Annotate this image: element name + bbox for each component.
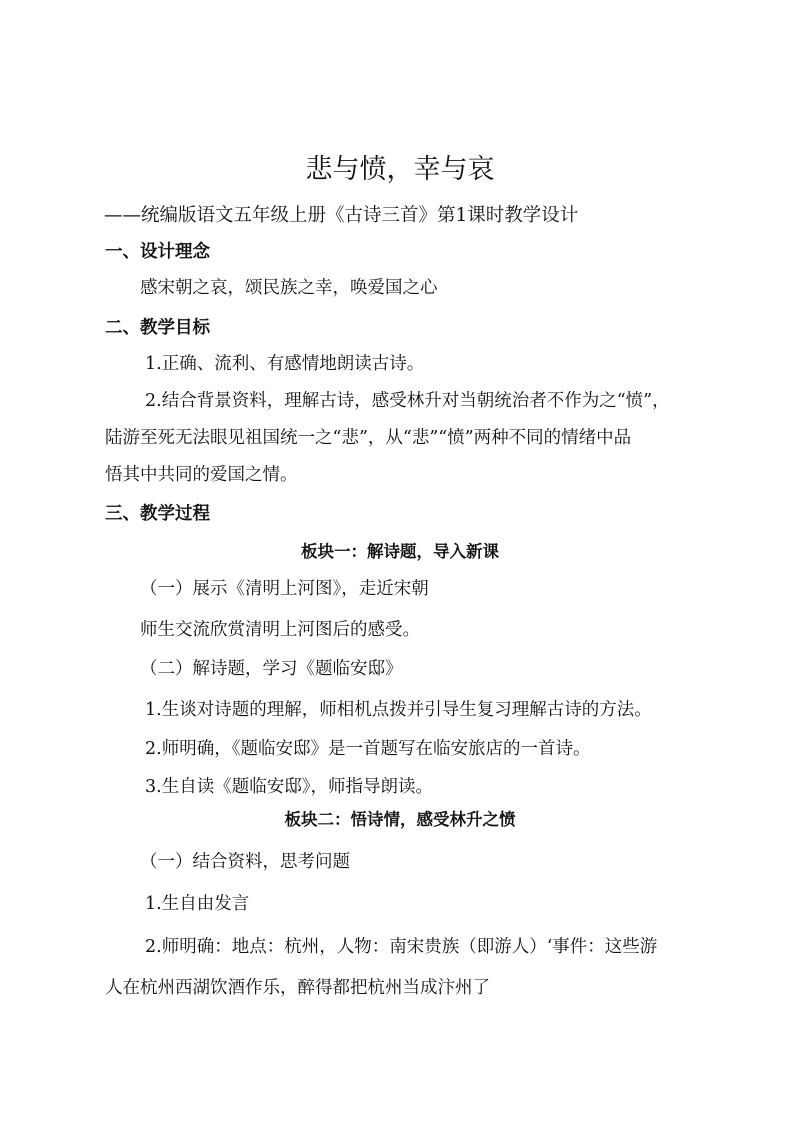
block-1-item-1: 1.生谈对诗题的理解，师相机点拨并引导生复习理解古诗的方法。	[145, 700, 652, 720]
goal-1: 1.正确、流利、有感情地朗读古诗。	[145, 354, 425, 374]
block-2-part-1: （一）结合资料，思考问题	[140, 852, 350, 872]
section-heading-design-concept: 一、设计理念	[105, 242, 210, 262]
goal-2-line-1: 2.结合背景资料，理解古诗，感受林升对当朝统治者不作为之“愤”，	[145, 391, 670, 411]
page-title: 悲与愤，幸与哀	[305, 154, 495, 185]
block-2-item-1: 1.生自由发言	[145, 894, 250, 914]
block-1-part-2: （二）解诗题，学习《题临安邸》	[140, 659, 403, 679]
block-2-title: 板块二：悟诗情，感受林升之愤	[284, 810, 516, 829]
goal-2-line-2: 陆游至死无法眼见祖国统一之“悲”，从“悲”“愤”两种不同的情绪中品	[105, 428, 632, 448]
block-2-item-2-line-2: 人在杭州西湖饮酒作乐，醉得都把杭州当成汴州了	[105, 978, 490, 998]
design-concept-text: 感宋朝之哀，颂民族之幸，唤爱国之心	[140, 278, 438, 298]
block-1-item-2: 2.师明确，《题临安邸》是一首题写在临安旅店的一首诗。	[145, 739, 591, 759]
block-1-part-1: （一）展示《清明上河图》，走近宋朝	[140, 579, 429, 599]
block-1-item-3: 3.生自读《题临安邸》，师指导朗读。	[145, 777, 433, 797]
section-heading-teaching-goals: 二、教学目标	[105, 318, 210, 338]
goal-2-line-3: 悟其中共同的爱国之情。	[105, 465, 298, 485]
section-heading-teaching-process: 三、教学过程	[105, 504, 210, 524]
block-2-item-2-line-1: 2.师明确：地点：杭州，人物：南宋贵族（即游人）‘事件：这些游	[145, 937, 658, 957]
block-1-part-1-text: 师生交流欣赏清明上河图后的感受。	[140, 620, 420, 640]
block-1-title: 板块一：解诗题，导入新课	[301, 542, 499, 561]
page-subtitle: ——统编版语文五年级上册《古诗三首》第1课时教学设计	[104, 205, 579, 226]
